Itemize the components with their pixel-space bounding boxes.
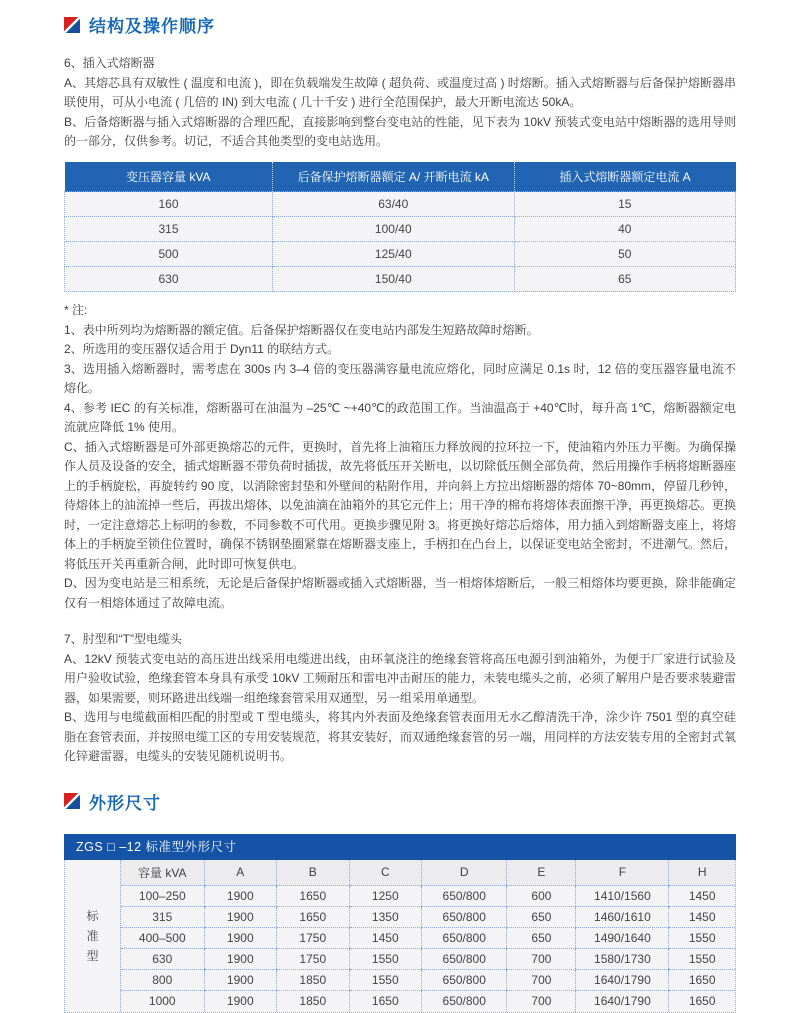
table-cell: 1640/1790: [576, 991, 669, 1012]
column-header: 容量 kVA: [121, 860, 204, 886]
table-cell: 50: [514, 242, 735, 267]
table-cell: 1550: [669, 949, 735, 970]
table-cell: 1650: [277, 907, 350, 928]
table-cell: 1750: [277, 949, 350, 970]
fuse-selection-table: [64, 162, 736, 293]
section-title: 外形尺寸: [89, 793, 161, 813]
table-cell: 1900: [204, 928, 277, 949]
table-cell: 1850: [277, 991, 350, 1012]
table-cell: 315: [121, 907, 204, 928]
table-cell: 100–250: [121, 886, 204, 907]
table-cell: 1900: [204, 886, 277, 907]
table-cell: 125/40: [273, 242, 515, 267]
table-cell: 800: [121, 970, 204, 991]
table-cell: 1650: [669, 970, 735, 991]
note-4: 4、参考 IEC 的有关标准，熔断器可在油温为 –25℃ ~+40℃的政范围工作。当油温高于 +40℃时，每升高 1℃，熔断器额定电流就应降低 1% 使用。: [64, 400, 736, 434]
section-marker-icon: [64, 17, 80, 33]
table-header-row: [65, 162, 736, 192]
notes-block: [64, 301, 736, 613]
note-3: 3、选用插入熔断器时，需考虑在 300s 内 3–4 倍的变压器满容量电流应熔化，同时应满足 0.1s 时，12 倍的变压器容量电流不熔化。: [64, 361, 736, 395]
section-title: 结构及操作顺序: [89, 17, 215, 36]
table-cell: 630: [121, 949, 204, 970]
table-cell: 1650: [669, 991, 735, 1012]
table-row: [65, 192, 736, 217]
table-cell: 1900: [204, 949, 277, 970]
notes-title: * 注:: [64, 303, 88, 317]
table-cell: 1350: [349, 907, 422, 928]
section-marker-icon: [64, 793, 80, 809]
column-header: 后备保护熔断器额定 A/ 开断电流 kA: [273, 162, 515, 192]
table-cell: 650/800: [422, 886, 507, 907]
column-header: A: [204, 860, 277, 886]
table-cell: 1580/1730: [576, 949, 669, 970]
table-cell: 160: [65, 192, 273, 217]
table-row: [121, 907, 735, 928]
table-cell: 700: [507, 970, 576, 991]
column-header: B: [277, 860, 350, 886]
table-cell: 63/40: [273, 192, 515, 217]
paragraph-b: B、后备熔断器与插入式熔断器的合理匹配，直接影响到整台变电站的性能，见下表为 10kV 预装式变电站中熔断器的选用导则的一部分，仅供参考。切记，不适合其他类型的变电站选用。: [64, 114, 736, 148]
table-cell: 1410/1560: [576, 886, 669, 907]
table-cell: 1450: [349, 928, 422, 949]
section-header-dimensions: [64, 789, 736, 814]
table-cell: 1550: [349, 949, 422, 970]
paragraph-a: A、其熔芯具有双敏性 ( 温度和电流 )，即在负载端发生故障 ( 超负荷、或温度过高 ) 时熔断。插入式熔断器与后备保护熔断器串联使用，可从小电流 ( 几倍的 IN) 到大电流 ( 几十千安 ) 进行全范围保护，最大开断电流达 50kA。: [64, 75, 736, 109]
paragraph-7a: A、12kV 预装式变电站的高压进出线采用电缆进出线，由环氧浇注的绝缘套管将高压电源引到油箱外，为便于厂家进行试验及用户验收试验，绝缘套管本身具有承受 10kV 工频耐压和雷电冲击耐压的能力，未装电缆头之前，必须了解用户是否要求装避雷器，如果需要，则环路进出线端一组绝缘套管采用双通型，另一组采用单通型。: [64, 651, 736, 705]
table-cell: 1900: [204, 907, 277, 928]
paragraph-d: D、因为变电站是三相系统，无论是后备保护熔断器或插入式熔断器，当一相熔体熔断后，一般三相熔体均要更换，除非能确定仅有一相熔体通过了故障电流。: [64, 576, 736, 610]
item-6-title: 6、插入式熔断器: [64, 56, 155, 70]
table-cell: 650/800: [422, 949, 507, 970]
table-cell: 630: [65, 267, 273, 292]
table-cell: 1550: [349, 970, 422, 991]
table-row: [65, 217, 736, 242]
table-cell: 650: [507, 928, 576, 949]
table-cell: 40: [514, 217, 735, 242]
row-group-label: 标准型: [65, 860, 121, 1012]
table-cell: 650/800: [422, 970, 507, 991]
table-cell: 650: [507, 907, 576, 928]
paragraph-c: C、插入式熔断器是可外部更换熔芯的元件，更换时，首先将上油箱压力释放阀的拉环拉一下，使油箱内外压力平衡。为确保操作人员及设备的安全，插式熔断器不带负荷时插拔，故先将低压开关断电，以切除低压侧全部负荷，然后用操作手柄将熔断器座上的手柄旋松，再旋转约 90 度，以消除密封垫和外壁间的粘附作用，并向斜上方拉出熔断器的熔体 70~80mm，停留几秒钟，待熔体上的油流掉一些后，再拔出熔体，以免油滴在油箱外的其它元件上；用干净的棉布将熔体表面擦干净，再更换熔芯。更换时，一定注意熔芯上标明的参数，不同参数不可代用。更换步骤见附 3。将更换好熔芯后熔体，用力插入到熔断器支座上，将熔体上的手柄旋至锁住位置时，确保不锈钢垫圈紧靠在熔断器支座上，手柄扣在凸台上，以保证变电站全密封，不进潮气。然后，将低压开关再重新合闸，此时即可恢复供电。: [64, 439, 737, 571]
column-header: 变压器容量 kVA: [65, 162, 273, 192]
table-row: [121, 949, 735, 970]
table-row: [121, 991, 735, 1012]
table-cell: 600: [507, 886, 576, 907]
table-cell: 15: [514, 192, 735, 217]
table-cell: 700: [507, 991, 576, 1012]
table-row: [121, 928, 735, 949]
dimensions-table-grid: [121, 860, 735, 1012]
table-cell: 1450: [669, 907, 735, 928]
column-header: C: [349, 860, 422, 886]
table-row: [121, 886, 735, 907]
table-cell: 500: [65, 242, 273, 267]
dimensions-table-title: ZGS □ –12 标准型外形尺寸: [64, 834, 736, 860]
table-header-row: [121, 860, 735, 886]
section-header-structure: [64, 12, 736, 37]
table-cell: 1640/1790: [576, 970, 669, 991]
note-2: 2、所选用的变压器仅适合用于 Dyn11 的联结方式。: [64, 342, 340, 356]
table-cell: 650/800: [422, 928, 507, 949]
table-row: [65, 267, 736, 292]
column-header: D: [422, 860, 507, 886]
column-header: H: [669, 860, 735, 886]
table-cell: 1000: [121, 991, 204, 1012]
table-cell: 1750: [277, 928, 350, 949]
table-cell: 1250: [349, 886, 422, 907]
table-cell: 315: [65, 217, 273, 242]
table-cell: 150/40: [273, 267, 515, 292]
paragraph-7b: B、选用与电缆截面相匹配的肘型或 T 型电缆头，将其内外表面及绝缘套管表面用无水乙醇清洗干净，涂少许 7501 型的真空硅脂在套管表面，并按照电缆工区的专用安装规范，将其安装好，而双通绝缘套管的另一端，用同样的方法安装专用的全密封式氧化锌避雷器，电缆头的安装见随机说明书。: [64, 710, 737, 763]
column-header: F: [576, 860, 669, 886]
table-cell: 400–500: [121, 928, 204, 949]
table-cell: 1450: [669, 886, 735, 907]
table-row: [65, 242, 736, 267]
table-cell: 650/800: [422, 991, 507, 1012]
table-cell: 1460/1610: [576, 907, 669, 928]
table-cell: 100/40: [273, 217, 515, 242]
note-1: 1、表中所列均为熔断器的额定值。后备保护熔断器仅在变电站内部发生短路故障时熔断。: [64, 322, 539, 337]
table-cell: 1900: [204, 991, 277, 1012]
table-cell: 1490/1640: [576, 928, 669, 949]
table-cell: 1650: [277, 886, 350, 907]
table-cell: 1550: [669, 928, 735, 949]
cable-head-block: [64, 630, 736, 767]
item-7-title: 7、肘型和“T”型电缆头: [64, 632, 182, 646]
table-cell: 65: [514, 267, 735, 292]
table-cell: 650/800: [422, 907, 507, 928]
table-cell: 1850: [277, 970, 350, 991]
column-header: 插入式熔断器额定电流 A: [514, 162, 735, 192]
dimensions-table: [64, 834, 736, 1013]
fuse-text-block: [64, 54, 736, 152]
column-header: E: [507, 860, 576, 886]
table-cell: 1900: [204, 970, 277, 991]
table-cell: 1650: [349, 991, 422, 1012]
table-cell: 700: [507, 949, 576, 970]
table-row: [121, 970, 735, 991]
